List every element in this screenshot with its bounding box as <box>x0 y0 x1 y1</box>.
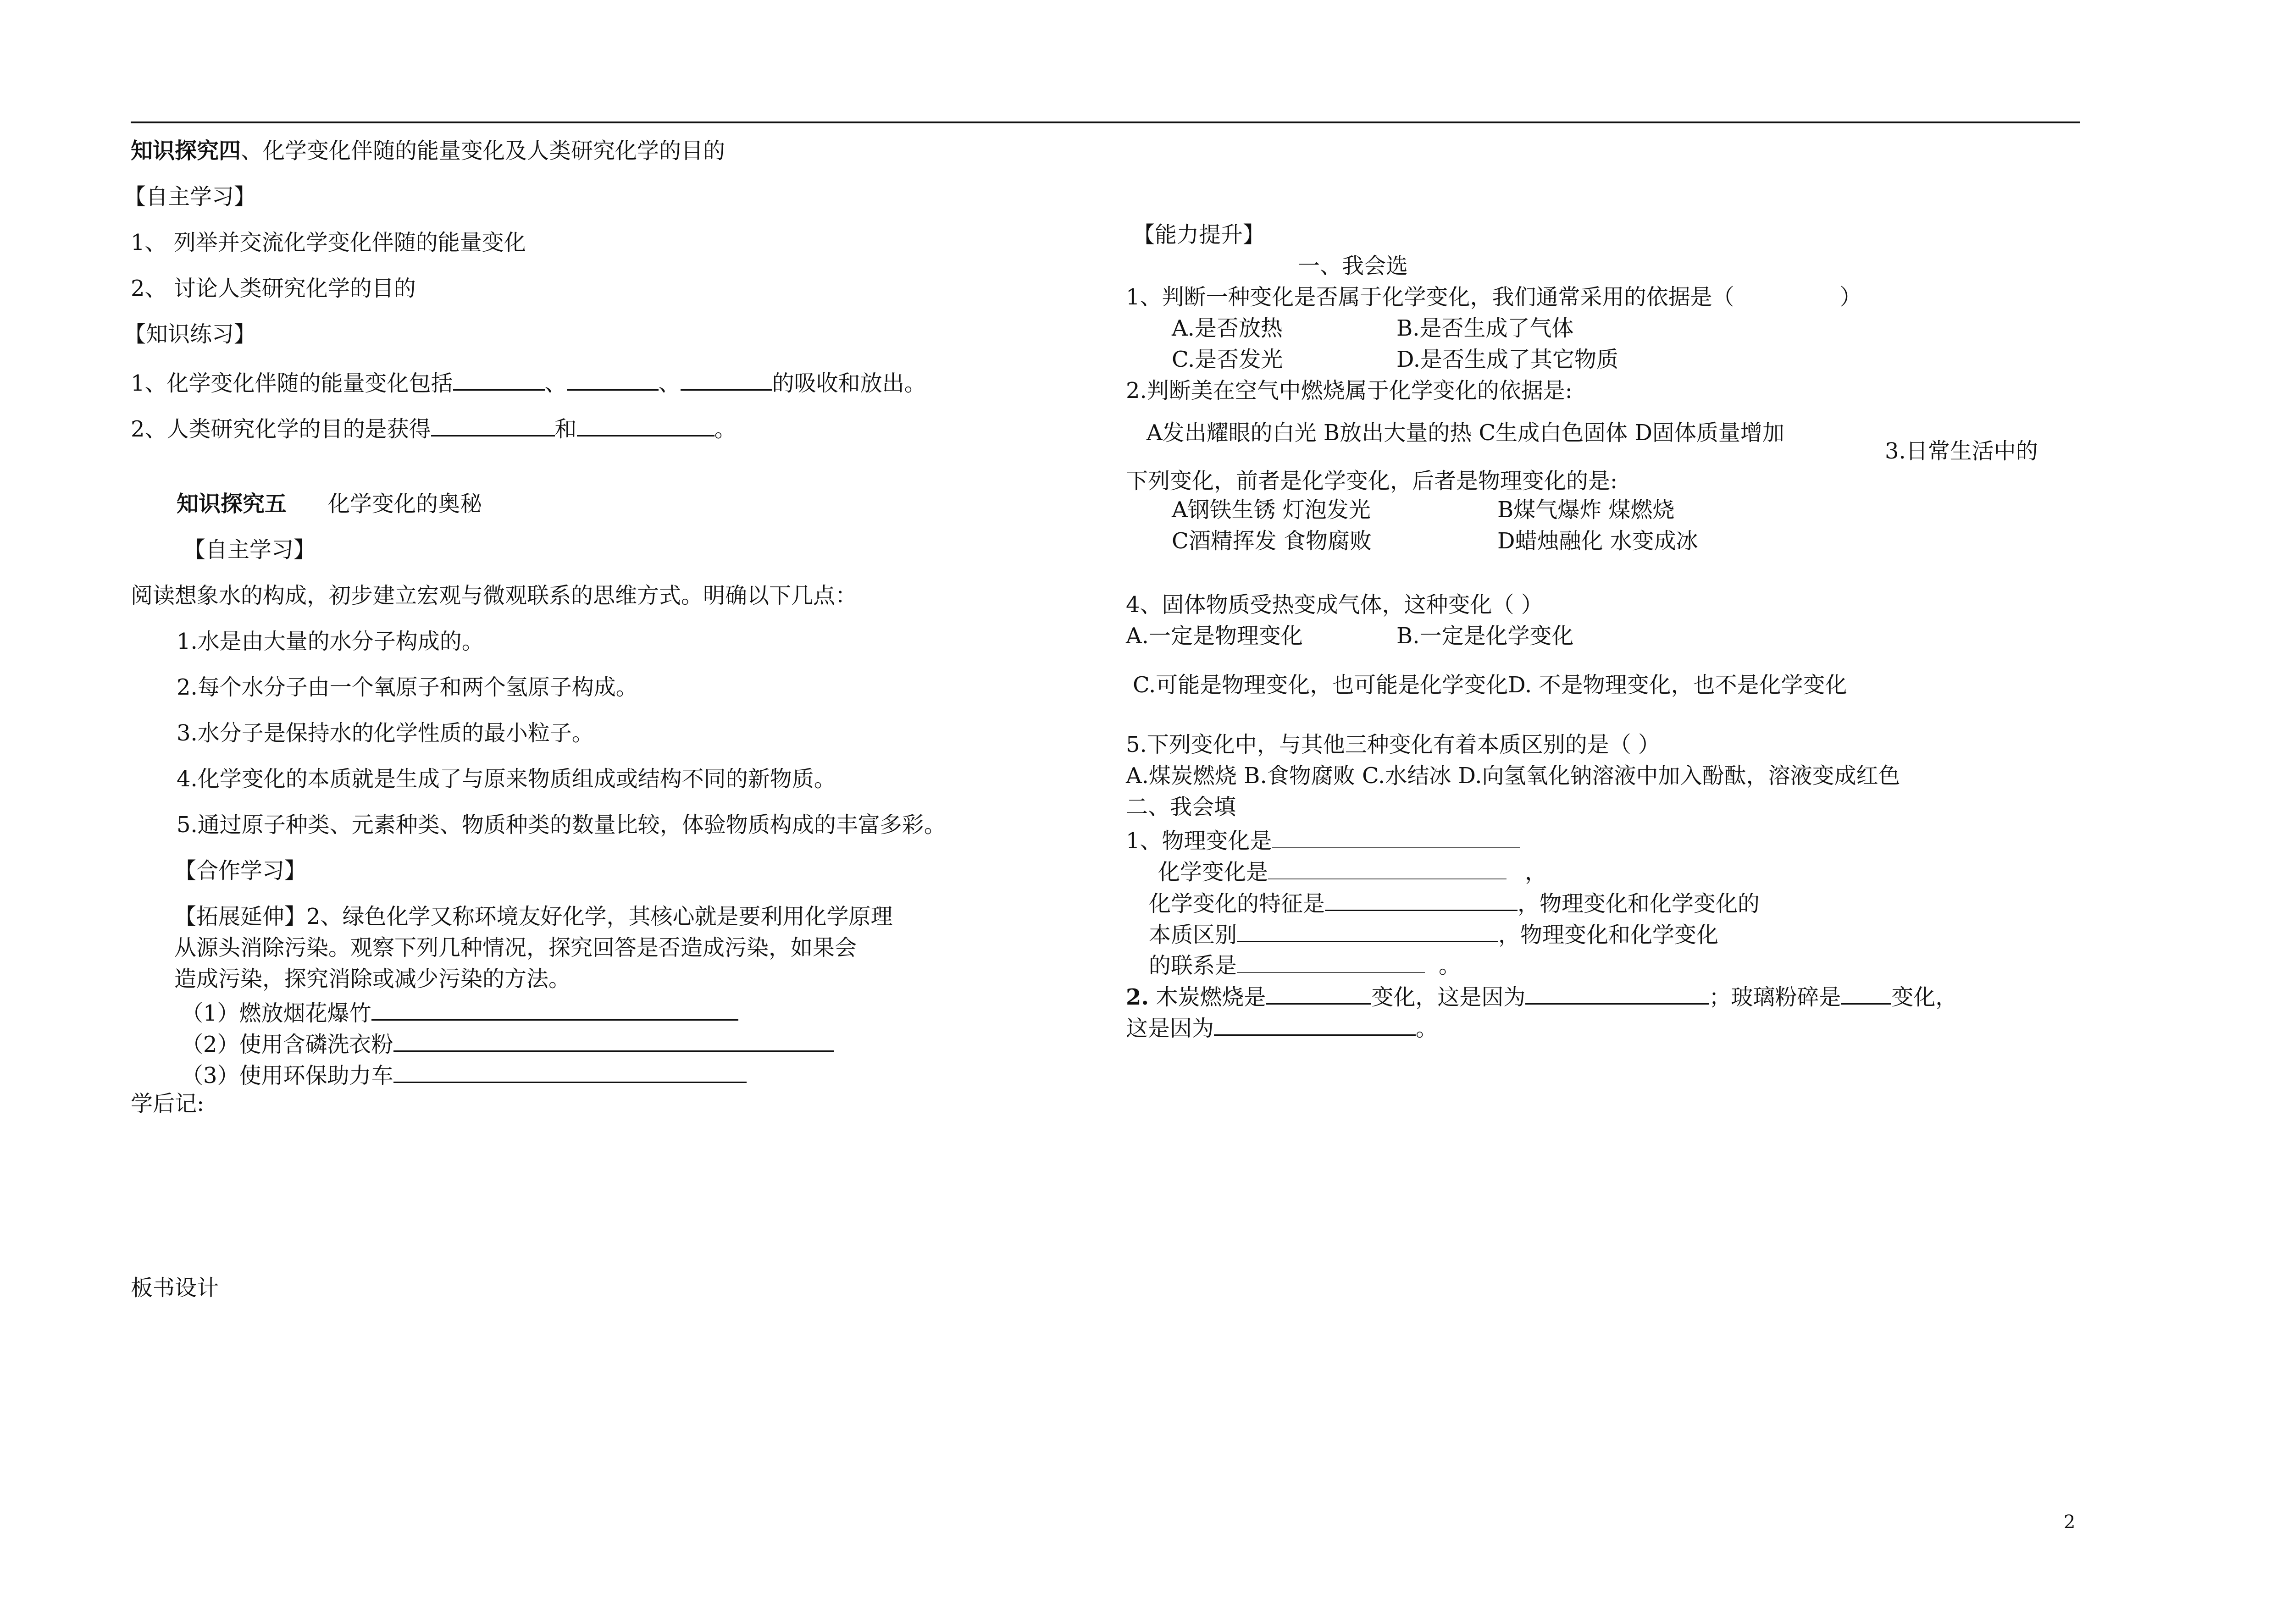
cq3-lead: 3.日常生活中的 <box>1885 438 2038 464</box>
case-1 <box>181 999 738 1024</box>
case-1-label: （1）燃放烟花爆竹 <box>181 1000 371 1026</box>
pq1-end: 的吸收和放出。 <box>772 370 926 396</box>
self-study-heading: 【自主学习】 <box>124 184 256 210</box>
fill-6-number: 2. <box>1126 984 1149 1010</box>
pq2-end: 。 <box>714 416 737 442</box>
pq1-sep-1: 、 <box>544 370 567 396</box>
cq2-options: A发出耀眼的白光 B放出大量的热 C生成白色固体 D固体质量增加 <box>1146 420 1784 446</box>
fill-6-blank-2[interactable] <box>1525 983 1709 1005</box>
section-4-title <box>131 140 725 162</box>
pq1-blank-2[interactable] <box>567 369 659 391</box>
pq2-blank-2[interactable] <box>577 415 714 436</box>
fill-5 <box>1149 952 1461 977</box>
fill-4-blank[interactable] <box>1237 921 1498 942</box>
fill-4 <box>1149 921 1718 946</box>
section-choose: 一、我会选 <box>1298 253 1408 279</box>
cq1-option-c: C.是否发光 <box>1172 347 1283 372</box>
cq4-option-b: B.一定是化学变化 <box>1396 623 1574 649</box>
case-2 <box>181 1030 834 1055</box>
choice-question-1 <box>1126 286 1862 308</box>
fill-3-blank[interactable] <box>1325 889 1518 911</box>
header-rule <box>131 122 2080 123</box>
cq1-option-d: D.是否生成了其它物质 <box>1396 347 1619 372</box>
self-study-heading-2: 【自主学习】 <box>183 537 316 563</box>
cooperative-heading: 【合作学习】 <box>174 858 307 884</box>
cq5-options: A.煤炭燃烧 B.食物腐败 C.水结冰 D.向氢氧化钠溶液中加入酚酞，溶液变成红色 <box>1126 763 1900 789</box>
page-number: 2 <box>2064 1512 2076 1533</box>
choice-question-5: 5.下列变化中，与其他三种变化有着本质区别的是（ ） <box>1126 732 1661 757</box>
cq1-close: ） <box>1839 284 1862 310</box>
cq4-option-a: A.一定是物理变化 <box>1126 623 1303 649</box>
cq3-option-a: A钢铁生锈 灯泡发光 <box>1172 497 1371 523</box>
fill-6-blank-3[interactable] <box>1841 983 1891 1005</box>
case-2-label: （2）使用含磷洗衣粉 <box>181 1032 393 1057</box>
fill-7-label: 这是因为 <box>1126 1016 1214 1041</box>
fill-3 <box>1149 889 1760 915</box>
fill-7-end: 。 <box>1416 1016 1438 1041</box>
fill-3-label: 化学变化的特征是 <box>1149 891 1325 917</box>
cq3-option-b: B煤气爆炸 煤燃烧 <box>1497 497 1675 523</box>
point-4: 4.化学变化的本质就是生成了与原来物质组成或结构不同的新物质。 <box>177 766 836 792</box>
fill-5-end: 。 <box>1439 953 1461 978</box>
extension-line-3: 造成污染，探究消除或减少污染的方法。 <box>174 966 571 992</box>
choice-question-2: 2.判断美在空气中燃烧属于化学变化的依据是: <box>1126 378 1573 403</box>
fill-7 <box>1126 1014 1438 1039</box>
case-3-label: （3）使用环保助力车 <box>181 1063 393 1088</box>
fill-6-text-c: ；玻璃粉碎是 <box>1709 984 1841 1010</box>
section-4-label: 知识探究四 <box>131 138 241 164</box>
section-5-label: 知识探究五 <box>177 491 287 517</box>
cq3-option-c: C酒精挥发 食物腐败 <box>1172 528 1372 554</box>
point-3: 3.水分子是保持水的化学性质的最小粒子。 <box>177 720 594 746</box>
case-2-answer[interactable] <box>393 1030 834 1052</box>
case-3-answer[interactable] <box>393 1061 747 1083</box>
point-5: 5.通过原子种类、元素种类、物质种类的数量比较，体验物质构成的丰富多彩。 <box>177 812 946 838</box>
practice-heading: 【知识练习】 <box>124 321 256 347</box>
reading-instruction: 阅读想象水的构成，初步建立宏观与微观联系的思维方式。明确以下几点： <box>131 583 858 608</box>
point-2: 2.每个水分子由一个氧原子和两个氢原子构成。 <box>177 674 638 700</box>
pq1-sep-2: 、 <box>658 370 681 396</box>
fill-6-text-d: 变化， <box>1891 984 1958 1010</box>
fill-7-blank[interactable] <box>1214 1014 1416 1036</box>
fill-5-label: 的联系是 <box>1149 953 1237 978</box>
fill-6-blank-1[interactable] <box>1266 983 1371 1005</box>
ability-heading: 【能力提升】 <box>1133 222 1265 248</box>
pq1-blank-1[interactable] <box>453 369 545 391</box>
section-5-heading: 化学变化的奥秘 <box>328 491 482 517</box>
fill-6-text-a: 木炭燃烧是 <box>1149 984 1266 1010</box>
extension-line-1: 【拓展延伸】2、绿色化学又称环境友好化学，其核心就是要利用化学原理 <box>174 904 893 929</box>
fill-1 <box>1126 827 1520 852</box>
fill-5-blank[interactable] <box>1237 952 1425 973</box>
section-5-title <box>177 493 482 515</box>
fill-2-blank[interactable] <box>1268 858 1507 879</box>
choice-question-3: 下列变化，前者是化学变化，后者是物理变化的是: <box>1126 468 1618 494</box>
section-4-heading: 、化学变化伴随的能量变化及人类研究化学的目的 <box>241 138 726 164</box>
board-design: 板书设计 <box>131 1275 219 1301</box>
practice-question-1 <box>131 369 926 394</box>
fill-4-end: ，物理变化和化学变化 <box>1498 922 1719 948</box>
activity-1: 1、 列举并交流化学变化伴随的能量变化 <box>131 230 526 255</box>
fill-3-end: ，物理变化和化学变化的 <box>1518 891 1760 917</box>
cq4-options-cd: C.可能是物理变化，也可能是化学变化D. 不是物理变化，也不是化学变化 <box>1133 672 1847 698</box>
extension-line-2: 从源头消除污染。观察下列几种情况，探究回答是否造成污染，如果会 <box>174 935 857 961</box>
point-1: 1.水是由大量的水分子构成的。 <box>177 629 484 654</box>
practice-question-2 <box>131 415 737 440</box>
pq2-mid: 和 <box>554 416 577 442</box>
cq1-text: 1、判断一种变化是否属于化学变化，我们通常采用的依据是（ <box>1126 284 1734 310</box>
pq1-text: 1、化学变化伴随的能量变化包括 <box>131 370 453 396</box>
after-class-notes: 学后记: <box>131 1091 205 1116</box>
fill-1-blank[interactable] <box>1272 827 1520 848</box>
fill-2 <box>1158 858 1547 883</box>
choice-question-4: 4、固体物质受热变成气体，这种变化（ ） <box>1126 592 1543 618</box>
fill-2-label: 化学变化是 <box>1158 859 1268 885</box>
pq2-text: 2、人类研究化学的目的是获得 <box>131 416 431 442</box>
fill-6-text-b: 变化，这是因为 <box>1371 984 1526 1010</box>
cq1-option-b: B.是否生成了气体 <box>1396 315 1574 341</box>
case-1-answer[interactable] <box>371 999 738 1021</box>
fill-6 <box>1126 983 1957 1008</box>
section-fill: 二、我会填 <box>1126 794 1236 820</box>
fill-1-label: 1、物理变化是 <box>1126 828 1272 854</box>
activity-2: 2、 讨论人类研究化学的目的 <box>131 276 416 301</box>
fill-2-end: ， <box>1525 859 1547 885</box>
pq2-blank-1[interactable] <box>431 415 555 436</box>
fill-4-label: 本质区别 <box>1149 922 1237 948</box>
pq1-blank-3[interactable] <box>681 369 772 391</box>
cq1-option-a: A.是否放热 <box>1172 315 1283 341</box>
cq3-option-d: D蜡烛融化 水变成冰 <box>1497 528 1698 554</box>
case-3 <box>181 1061 747 1087</box>
